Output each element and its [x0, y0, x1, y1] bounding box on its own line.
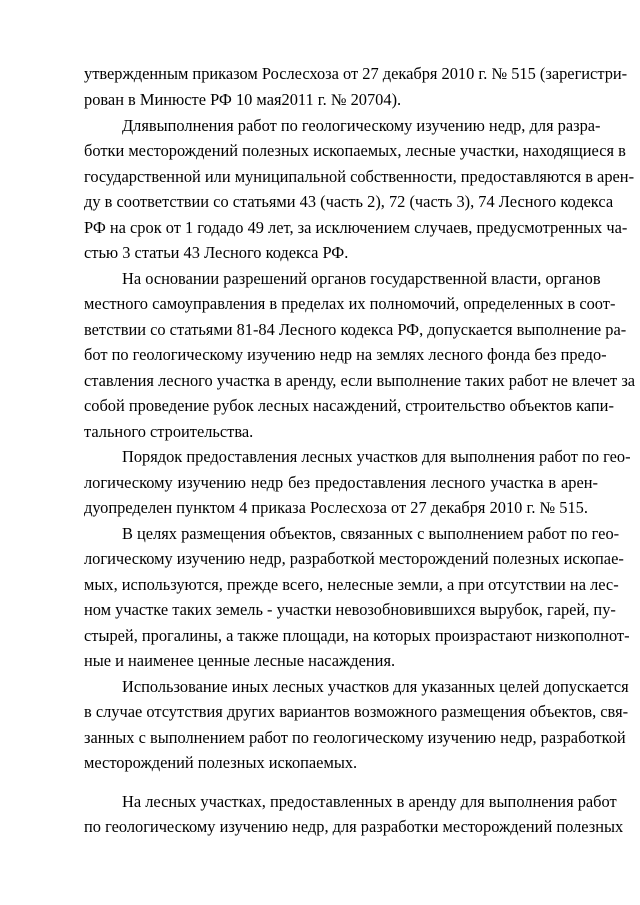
text-line: ду в соответствии со статьями 43 (часть 2), 72 (часть 3), 74 Лесного кодекса [84, 192, 614, 211]
text-line: ные и наименее ценные лесные насаждения. [84, 651, 396, 670]
text-line: стью 3 статьи 43 Лесного кодекса РФ. [84, 243, 349, 262]
text-line: ветствии со статьями 81-84 Лесного кодекса РФ, допускается выполнение ра- [84, 320, 627, 339]
text-line: по геологическому изучению недр, для разработки месторождений полезных [84, 817, 624, 836]
text-line: РФ на срок от 1 годадо 49 лет, за исключением случаев, предусмотренных ча- [84, 218, 628, 237]
text-line: местного самоуправления в пределах их полномочий, определенных в соот- [84, 294, 616, 313]
text-line: ботки месторождений полезных ископаемых, лесные участки, находящиеся в [84, 141, 626, 160]
text-line: Использование иных лесных участков для указанных целей допускается [122, 677, 629, 696]
text-line: Длявыполнения работ по геологическому изучению недр, для разра- [122, 116, 601, 135]
text-line: ставления лесного участка в аренду, если выполнение таких работ не влечет за [84, 371, 636, 390]
text-line: собой проведение рубок лесных насаждений, строительство объектов капи- [84, 396, 614, 415]
text-line: На лесных участках, предоставленных в аренду для выполнения работ [122, 792, 617, 811]
text-line: логическому изучению недр, разработкой месторождений полезных ископае- [84, 549, 624, 568]
text-line: Порядок предоставления лесных участков для выполнения работ по гео- [122, 447, 631, 466]
text-line: утвержденным приказом Рослесхоза от 27 декабря 2010 г. № 515 (зарегистри- [84, 64, 628, 83]
text-line: ном участке таких земель - участки невозобновившихся вырубок, гарей, пу- [84, 600, 616, 619]
text-line: в случае отсутствия других вариантов возможного размещения объектов, свя- [84, 702, 629, 721]
text-line: бот по геологическому изучению недр на землях лесного фонда без предо- [84, 345, 607, 364]
text-line: На основании разрешений органов государственной власти, органов [122, 269, 601, 288]
text-line: занных с выполнением работ по геологическому изучению недр, разработкой [84, 728, 626, 747]
text-line: рован в Минюсте РФ 10 мая2011 г. № 20704). [84, 90, 402, 109]
text-line: стырей, прогалины, а также площади, на которых произрастают низкополнот- [84, 626, 630, 645]
text-line: логическому изучению недр без предоставления лесного участка в арен- [84, 473, 598, 492]
text-line: тального строительства. [84, 422, 254, 441]
text-line: месторождений полезных ископаемых. [84, 753, 358, 772]
text-line: государственной или муниципальной собственности, предоставляются в арен- [84, 167, 635, 186]
text-line: В целях размещения объектов, связанных с выполнением работ по гео- [122, 524, 620, 543]
text-line: мых, используются, прежде всего, нелесные земли, а при отсутствии на лес- [84, 575, 619, 594]
text-line: дуопределен пунктом 4 приказа Рослесхоза от 27 декабря 2010 г. № 515. [84, 498, 588, 517]
